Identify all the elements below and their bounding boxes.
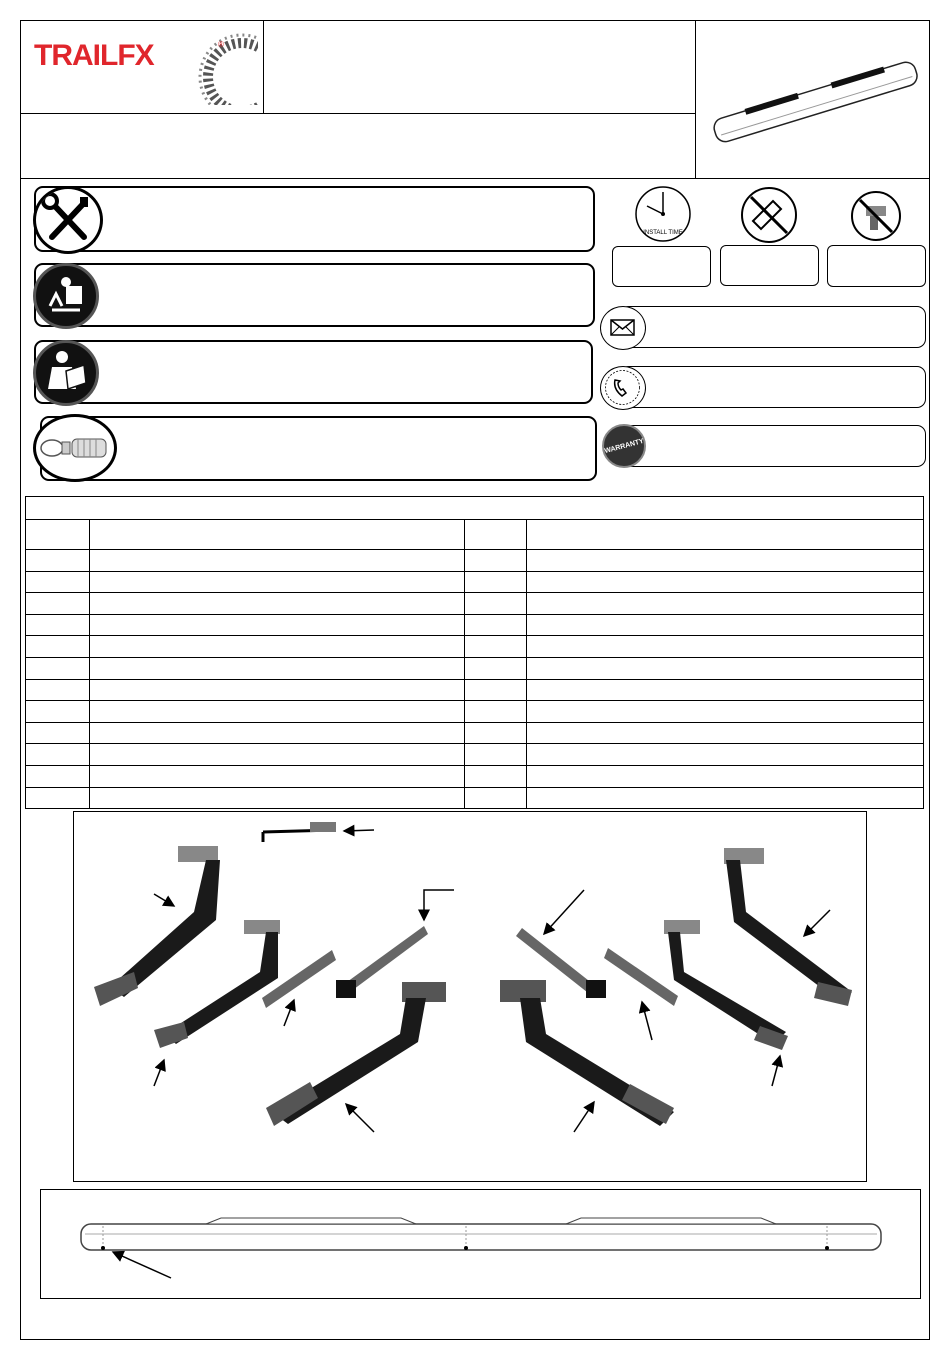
- parts-table: [25, 496, 924, 809]
- table-col-divider-1: [89, 519, 90, 809]
- brand-logo: [30, 25, 258, 105]
- info-box-tools: [34, 186, 595, 252]
- bracket-left-rear: [94, 846, 220, 1006]
- logo-text: TRAILFX: [34, 39, 154, 72]
- hardware-icon: [33, 414, 117, 482]
- table-row: [26, 743, 923, 744]
- no-cutting-box: [720, 245, 819, 286]
- info-box-support: [34, 263, 595, 327]
- running-board-diagram: [40, 1189, 921, 1299]
- bracket-right-rear: [724, 848, 852, 1006]
- clock-icon: [634, 185, 692, 243]
- email-box: [620, 306, 926, 348]
- no-cutting-icon: [739, 185, 799, 245]
- table-row: [26, 722, 923, 723]
- brackets-diagram: [73, 811, 867, 1182]
- table-row: [26, 679, 923, 680]
- bracket-right-center: [500, 980, 674, 1126]
- document-subtitle: [30, 120, 685, 170]
- table-row: [26, 657, 923, 658]
- header-divider: [20, 113, 695, 114]
- table-col-divider-3: [526, 519, 527, 809]
- table-col-divider-2: [464, 519, 465, 809]
- table-row: [26, 592, 923, 593]
- warranty-box: [620, 425, 926, 467]
- table-row: [26, 700, 923, 701]
- running-board-tube: [81, 1218, 881, 1250]
- table-row: [26, 765, 923, 766]
- tire-icon: [200, 35, 258, 105]
- info-box-read: [34, 340, 593, 404]
- support-icon: [33, 263, 99, 329]
- logo-divider: [263, 20, 264, 113]
- phone-box: [620, 366, 926, 408]
- product-image: [705, 40, 925, 160]
- tools-icon: [33, 186, 103, 254]
- table-row: [26, 571, 923, 572]
- info-box-hardware: [40, 416, 597, 481]
- product-image-divider: [695, 20, 696, 178]
- table-row: [26, 549, 923, 550]
- parts-table-title: [30, 499, 910, 517]
- clock-label: INSTALL TIME: [643, 230, 683, 236]
- no-drilling-box: [827, 245, 926, 287]
- table-row: [26, 614, 923, 615]
- header-bottom-line: [20, 178, 930, 179]
- table-row: [26, 635, 923, 636]
- warranty-badge-icon: [602, 424, 646, 468]
- email-icon: [600, 306, 646, 350]
- install-time-box: [612, 246, 711, 287]
- document-title: [275, 30, 685, 100]
- read-instructions-icon: [33, 340, 99, 406]
- strap-right: [604, 948, 678, 1006]
- install-time-value: [613, 247, 710, 271]
- no-drilling-icon: [850, 190, 902, 242]
- no-cutting-value: [721, 246, 818, 270]
- toll-free-phone-icon: [600, 366, 646, 410]
- table-row: [26, 787, 923, 788]
- no-drilling-value: [828, 246, 925, 270]
- warranty-badge-label: WARRANTY: [603, 437, 645, 455]
- allen-wrench-part: [263, 822, 336, 842]
- svg-text:®: ®: [218, 40, 224, 49]
